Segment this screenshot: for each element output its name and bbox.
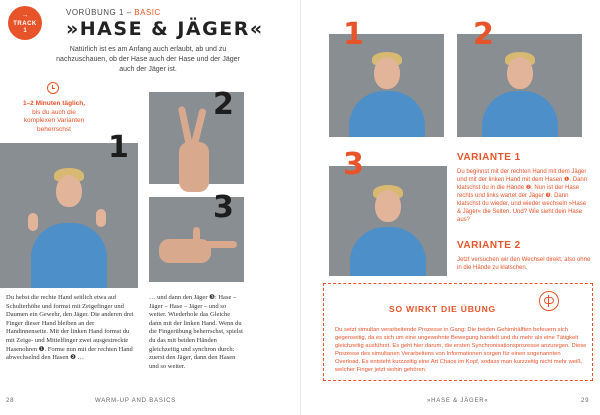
finger-shape [201,241,237,248]
page-number: 28 [6,398,15,404]
info-box-text: Du setzt simultan verarbeitende Prozesse in Gang: Die beiden Gehirnhälften befeuern sich gegenseitig, da es sich um eine ungewohnte Bewegung handelt und du mehr als eine Tätigkeit gleichzeitig ausführst. Es geht hier darum, die ersten Synchronisationsprozesse anzuregen. Diese Prozesse des simultanen Verarbeitens von Informationen sorgen für einen sogenannten Overload. Es entsteht kurzzeitig eine Art Chaos im Kopf, sodass man kurzzeitig nicht mehr weiß, welcher Finger jetzt wohin gehören. [335,327,587,373]
play-arrow-icon: → [21,12,29,19]
right-hand-shape [96,209,106,227]
photo-step-3 [329,147,447,276]
left-hand-shape [28,213,38,231]
running-head: »HASE & JÄGER« [427,398,489,404]
photo-number: 3 [343,147,364,182]
time-note-rest: bis du auch die komplexen Varianten beherrschst [23,108,85,133]
finger-shape [190,108,206,149]
variant-1-title: VARIANTE 1 [457,152,521,163]
info-box-title: SO WIRKT DIE ÜBUNG [389,304,496,314]
variant-2-title: VARIANTE 2 [457,240,521,251]
photo-number: 1 [343,17,364,52]
page-title: »HASE & JÄGER« [66,18,264,40]
photo-number: 2 [473,17,494,52]
photo-step-1 [329,17,444,137]
head-shape [56,175,82,207]
photo-person-bunny-ears [0,130,138,288]
shirt-shape [349,91,425,137]
variant-2-text: Jetzt versuchen wir den Wechsel direkt, also ohne in die Hände zu klatschen. [457,257,591,271]
kicker-accent: BASIC [134,8,161,17]
right-page [300,0,600,415]
track-badge[interactable] [8,6,42,40]
page-number: 29 [581,398,590,404]
photo-step-2 [457,17,582,137]
kicker-main: VORÜBUNG 1 – [66,8,135,17]
shirt-shape [31,223,107,288]
shirt-shape [482,91,558,137]
track-label: TRACK [13,21,37,27]
exercise-kicker [66,8,161,17]
shirt-shape [350,227,426,277]
photo-hand-hunter [149,190,244,282]
body-text-left: Du hebst die rechte Hand seitlich etwa auf Schulterhöhe und formst mit Zeigefinger und Daumen ein Gewehr, den Jäger. Die anderen drei Finger dieser Hand bleiben an der Handinnenseite. Mit der linken Hand formst du mit Zeige- und Mittelfinger zwei ausgestreckte Hasenohren ❶. Forme nun mit der rechten Hand abwechselnd den Hasen ❷ … [6,294,134,362]
clock-icon [47,82,59,94]
head-shape [375,190,401,222]
track-number: 1 [23,28,27,34]
photo-number: 2 [213,87,234,122]
photo-number: 3 [213,190,234,225]
head-shape [507,57,533,89]
running-head: WARM-UP AND BASICS [95,398,177,404]
time-note-bold: 1–2 Minuten täglich, [22,100,86,107]
photo-hand-bunny [149,87,244,184]
brain-icon [539,291,559,311]
body-text-right: … und dann den Jäger ❸: Hase – Jäger – Hase – Jäger – und so weiter. Wiederhole das Gleiche dann mit der linken Hand. Wenn du die Fingerübung beherrschst, spielst du das mit beiden Händen gleichzeitig und synchron durch: zuerst den Jäger, dann den Hasen und so weiter. [149,294,243,370]
intro-text: Natürlich ist es am Anfang auch erlaubt, ab und zu nachzuschauen, ob der Hase auch der Hase und der Jäger auch der Jäger ist. [56,46,240,73]
time-note [18,100,90,134]
head-shape [374,57,400,89]
thumb-shape [193,227,200,243]
photo-number: 1 [108,130,129,165]
variant-1-text: Du beginnst mit der rechten Hand mit dem Jäger und mit der linken Hand mit dem Hasen ❶. Dann klatschst du in die Hände ❷. Nun ist der Hase rechts und links wartet der Jäger ❸. Dann klatschst du wieder, und wieder wechseln »Hase & Jäger« die Seiten. Und? Wie sieht dein Hase aus? [457,169,588,223]
forearm-shape [179,142,209,192]
